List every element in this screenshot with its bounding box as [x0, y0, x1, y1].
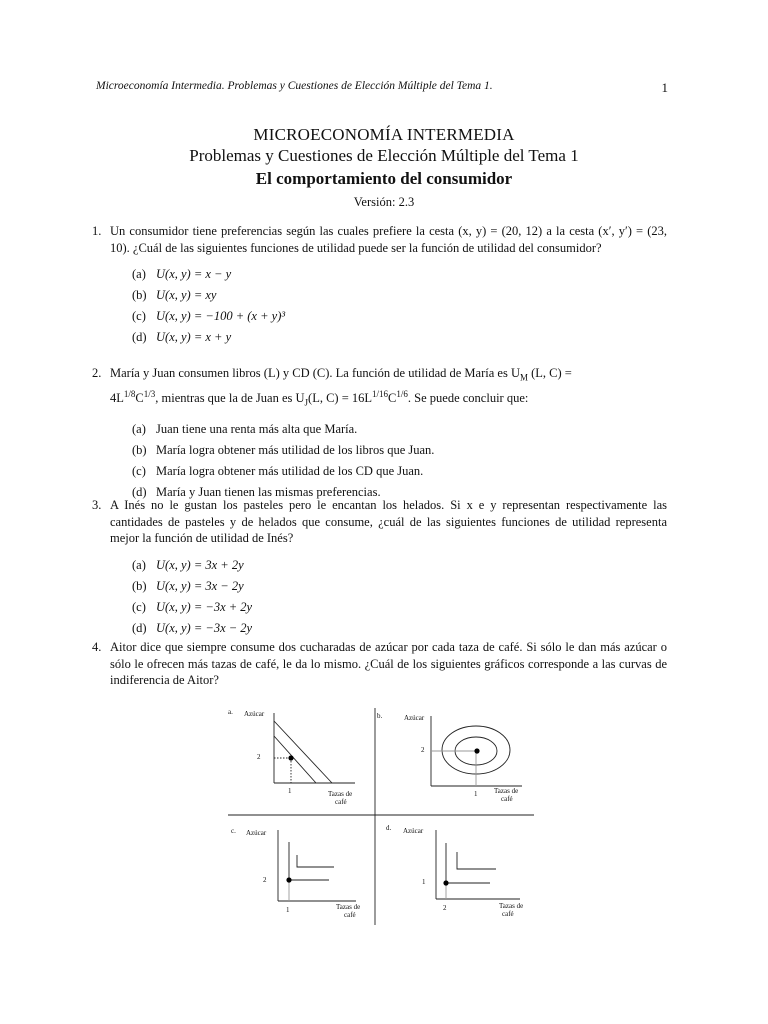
- course-title: MICROECONOMÍA INTERMEDIA: [253, 125, 515, 144]
- graph-a-xlabel: Tazas de: [328, 790, 353, 798]
- graph-d-point: [443, 880, 448, 885]
- graph-c-xtick: 1: [286, 906, 290, 914]
- graph-c-curve-1: [289, 842, 329, 880]
- question-number: 1.: [92, 224, 102, 238]
- graph-b-xlabel2: café: [501, 795, 513, 803]
- graph-c-ylabel: Azúcar: [246, 829, 267, 837]
- graph-c-curve-2: [297, 855, 334, 867]
- graph-b-point: [474, 748, 479, 753]
- option-a: (a) U(x, y) = x − y: [132, 267, 232, 281]
- graph-c-xlabel: Tazas de: [336, 903, 361, 911]
- option-a: (a) U(x, y) = 3x + 2y: [132, 557, 244, 572]
- graph-a-xlabel2: café: [335, 798, 347, 806]
- graph-a-point: [288, 755, 293, 760]
- option-a: (a) Juan tiene una renta más alta que María.: [132, 422, 358, 437]
- option-d: (d) U(x, y) = −3x − 2y: [132, 620, 253, 635]
- graph-d-letter: d.: [386, 824, 392, 832]
- graph-a-ytick: 2: [257, 753, 261, 761]
- graph-c-ytick: 2: [263, 876, 267, 884]
- graph-b-ylabel: Azúcar: [404, 714, 425, 722]
- option-b: (b) U(x, y) = 3x − 2y: [132, 578, 244, 593]
- option-c: (c) María logra obtener más utilidad de los CD que Juan.: [132, 464, 424, 479]
- question-stem: A Inés no le gustan los pasteles pero le encantan los helados. Si x e y representan respectivamente las cantidades de pasteles y de helados que consume, ¿cuál de las siguientes funciones de utilidad representa mejor la función de utilidad de Inés?: [110, 498, 667, 545]
- graph-d-ylabel: Azúcar: [403, 827, 424, 835]
- option-b: (b) U(x, y) = xy: [132, 288, 217, 302]
- graph-b-letter: b.: [377, 712, 383, 720]
- graph-d-curve-2: [457, 852, 496, 869]
- graph-b-xtick: 1: [474, 790, 478, 798]
- running-title: Microeconomía Intermedia. Problemas y Cuestiones de Elección Múltiple del Tema 1.: [96, 80, 493, 92]
- graph-d-curve-1: [446, 843, 490, 883]
- graph-c-xlabel2: café: [344, 911, 356, 919]
- question-stem: Un consumidor tiene preferencias según las cuales prefiere la cesta (x, y) = (20, 12) a la cesta (x′, y′) = (23, 10). ¿Cuál de las siguientes funciones de utilidad puede ser la función de utilidad del consumidor?: [110, 224, 667, 255]
- subtitle: Problemas y Cuestiones de Elección Múltiple del Tema 1: [189, 146, 579, 165]
- graph-a-ylabel: Azúcar: [244, 710, 265, 718]
- graph-b-xlabel: Tazas de: [494, 787, 519, 795]
- question-stem: María y Juan consumen libros (L) y CD (C). La función de utilidad de María es $U_M$ (L, C) = $4L^{1/8}C^{1/3}$, mientras que la de Juan es $U_J(L$, $C) = 16L^{1/16}C^{1/6}$. Se puede concluir que:: [110, 366, 572, 408]
- graph-c-point: [286, 877, 291, 882]
- option-d: (d) U(x, y) = x + y: [132, 330, 232, 344]
- question-number: 4.: [92, 640, 102, 654]
- graph-b-ytick: 2: [421, 746, 425, 754]
- question-number: 3.: [92, 498, 102, 512]
- question-stem: Aitor dice que siempre consume dos cucharadas de azúcar por cada taza de café. Si sólo le dan más azúcar o sólo le ofrecen más tazas de café, le da lo mismo. ¿Cuál de los siguientes gráficos corresponde a las curvas de indiferencia de Aitor?: [110, 640, 667, 687]
- graph-a-xtick: 1: [288, 787, 292, 795]
- graph-d-xtick: 2: [443, 904, 447, 912]
- topic-title: El comportamiento del consumidor: [255, 169, 513, 188]
- page-number: 1: [661, 80, 668, 95]
- option-c: (c) U(x, y) = −100 + (x + y)³: [132, 309, 286, 323]
- graph-d-ytick: 1: [422, 878, 426, 886]
- graph-d-xlabel2: café: [502, 910, 514, 918]
- graph-a-curve-1: [274, 721, 332, 783]
- option-c: (c) U(x, y) = −3x + 2y: [132, 599, 253, 614]
- version-label: Versión: 2.3: [353, 195, 415, 209]
- option-d: (d) María y Juan tienen las mismas preferencias.: [132, 485, 381, 500]
- graph-d-xlabel: Tazas de: [499, 902, 524, 910]
- graph-a-letter: a.: [228, 708, 233, 716]
- graph-c-letter: c.: [231, 827, 236, 835]
- option-b: (b) María logra obtener más utilidad de los libros que Juan.: [132, 443, 435, 458]
- question-number: 2.: [92, 366, 102, 380]
